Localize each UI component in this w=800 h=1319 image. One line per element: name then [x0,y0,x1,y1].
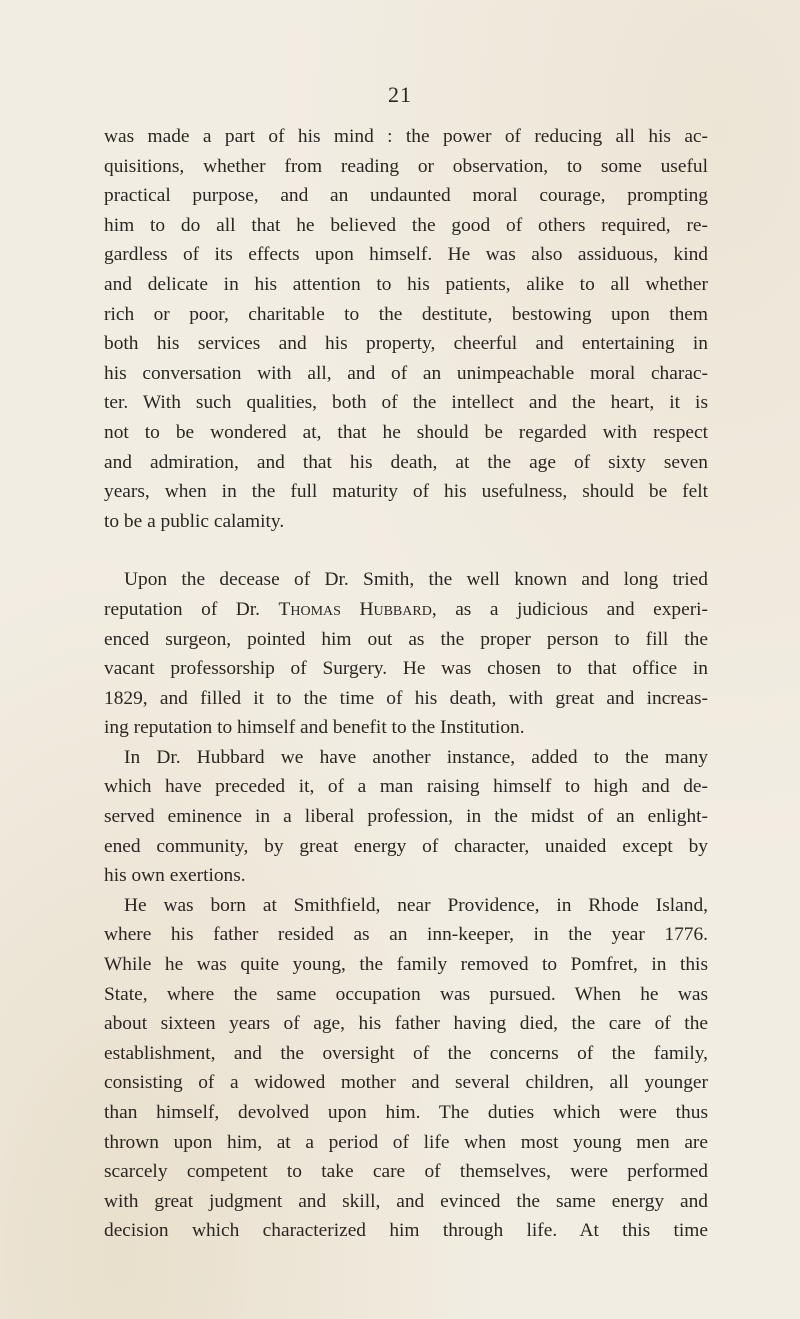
body-text [104,122,708,1246]
paragraph-2 [104,565,708,743]
text-line: 1829, and filled it to the time of his death, with great and increas- [104,687,708,709]
text-line: with great judgment and skill, and evinced the same energy and [104,1190,708,1212]
text-line: practical purpose, and an undaunted moral courage, prompting [104,185,708,207]
text-line: While he was quite young, the family removed to Pomfret, in this [104,954,708,976]
text-line: decision which characterized him through life. At this time [104,1220,708,1242]
text-line: ened community, by great energy of character, unaided except by [104,835,708,857]
text-line: both his services and his property, cheerful and entertaining in [104,333,708,355]
person-name: Thomas Hubbard [278,598,432,620]
text-line: ter. With such qualities, both of the intellect and the heart, it is [104,392,708,414]
paragraph-3 [104,743,708,891]
text-line: thrown upon him, at a period of life when most young men are [104,1131,708,1153]
text-line: vacant professorship of Surgery. He was chosen to that office in [104,658,708,680]
text-line: his conversation with all, and of an unimpeachable moral charac- [104,362,708,384]
text-line: and admiration, and that his death, at the age of sixty seven [104,451,708,473]
text-line-with-name: reputation of Dr. Thomas Hubbard, as a judicious and experi- [104,598,709,620]
paragraph-1 [104,122,708,536]
text-line: about sixteen years of age, his father having died, the care of the [104,1013,708,1035]
text-line: and delicate in his attention to his patients, alike to all whether [104,273,708,295]
text-line: gardless of its effects upon himself. He was also assiduous, kind [104,244,708,266]
paragraph-4 [104,891,708,1246]
text-line: his own exertions. [104,865,246,887]
text-line: to be a public calamity. [104,510,285,532]
text-line: where his father resided as an inn-keeper, in the year 1776. [104,924,708,946]
text-line: In Dr. Hubbard we have another instance, added to the many [124,746,708,768]
text-line: not to be wondered at, that he should be regarded with respect [104,421,708,443]
paragraph-spacer [104,536,708,565]
text-line: was made a part of his mind : the power of reducing all his ac- [104,126,708,147]
text-line: which have preceded it, of a man raising himself to high and de- [104,776,708,798]
page-number: 21 [388,82,412,107]
text-line: than himself, devolved upon him. The duties which were thus [104,1102,708,1123]
text-line: years, when in the full maturity of his usefulness, should be felt [104,481,708,503]
text-line: quisitions, whether from reading or observation, to some useful [104,155,708,177]
text-line: State, where the same occupation was pursued. When he was [104,983,708,1005]
text-line: establishment, and the oversight of the concerns of the family, [104,1042,708,1064]
text-line: He was born at Smithfield, near Providence, in Rhode Island, [124,894,708,916]
text-line: ing reputation to himself and benefit to the Institution. [104,717,525,739]
text-line: scarcely competent to take care of themselves, were performed [104,1161,708,1183]
text-line: served eminence in a liberal profession, in the midst of an enlight- [104,806,708,828]
text-line: him to do all that he believed the good of others required, re- [104,214,708,236]
text-line: Upon the decease of Dr. Smith, the well known and long tried [124,569,708,591]
text-line: enced surgeon, pointed him out as the proper person to fill the [104,628,708,650]
text-line: rich or poor, charitable to the destitute, bestowing upon them [104,303,708,325]
text-line: consisting of a widowed mother and several children, all younger [104,1072,708,1094]
